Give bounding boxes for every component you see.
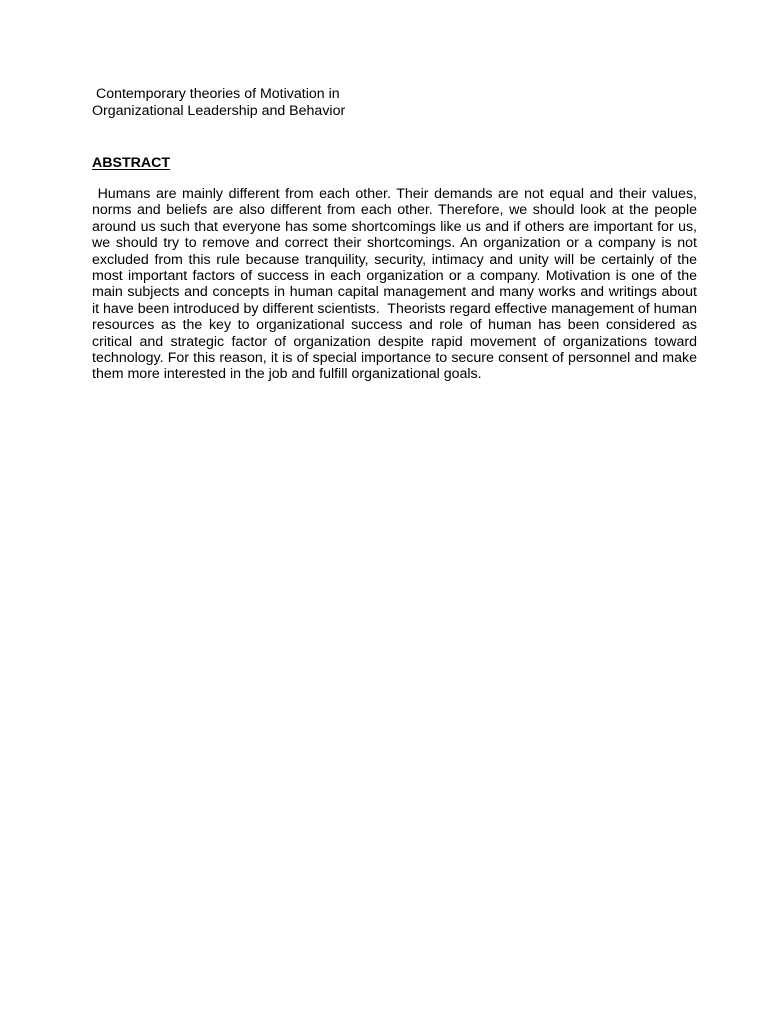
title-line-1: Contemporary theories of Motivation in bbox=[92, 86, 340, 102]
title-line-2: Organizational Leadership and Behavior bbox=[92, 103, 346, 119]
abstract-heading: ABSTRACT bbox=[92, 155, 171, 171]
abstract-paragraph: Humans are mainly different from each other. Their demands are not equal and their values, norms and beliefs are also different from each other. Therefore, we should look at the people around us such that everyone has some shortcomings like us and if others are important for us, we should try to remove and correct their shortcomings. An organization or a company is not excluded from this rule because tranquility, security, intimacy and unity will be certainly of the most important factors of success in each organization or a company. Motivation is one of the main subjects and concepts in human capital management and many works and writings about it have been introduced by different scientists. Theorists regard effective management of human resources as the key to organizational success and role of human has been considered as critical and strategic factor of organization despite rapid movement of organizations toward technology. For this reason, it is of special importance to secure consent of personnel and make them more interested in the job and fulfill organizational goals. bbox=[92, 186, 701, 383]
document-title bbox=[92, 86, 512, 120]
